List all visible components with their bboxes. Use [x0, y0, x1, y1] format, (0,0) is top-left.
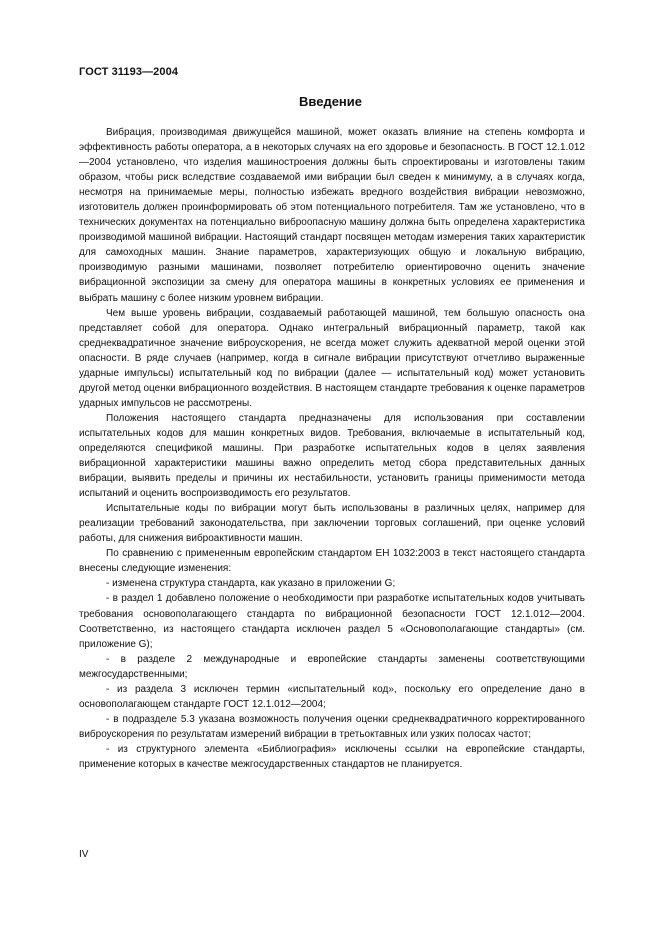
- paragraph: Испытательные коды по вибрации могут быть использованы в различных целях, например для реализации требований законодательства, при заключении торговых соглашений, при оценке условий работы, для снижения виброактивности машин.: [79, 503, 585, 545]
- list-item: - в раздел 1 добавлено положение о необходимости при разработке испытательных кодов учитывать требования основополагающего стандарта по вибрационной безопасности ГОСТ 12.1.012—2004. Соответственно, из настоящего стандарта исключен раздел 5 «Основополагающие стандарты» (см. приложение G);: [79, 593, 585, 650]
- list-item: - изменена структура стандарта, как указано в приложении G;: [106, 578, 396, 590]
- paragraph: Чем выше уровень вибрации, создаваемый работающей машиной, тем большую опасность она представляет собой для оператора. Однако интегральный вибрационный параметр, такой как среднеквадратичное значение виброускорения, не всегда может служить адекватной мерой оценки этой опасности. В ряде случаев (например, когда в сигнале вибрации присутствуют отчетливо выраженные ударные импульсы) испытательный код по вибрации (далее — испытательный код) может установить другой метод оценки вибрационного воздействия. В настоящем стандарте требования к оценке параметров ударных импульсов не рассмотрены.: [79, 307, 585, 409]
- paragraph: Вибрация, производимая движущейся машиной, может оказать влияние на степень комфорта и эффективность работы оператора, а в некоторых случаях на его здоровье и безопасность. В ГОСТ 12.1.012—2004 установлено, что изделия машиностроения должны быть спроектированы и изготовлены таким образом, чтобы риск вследствие создаваемой ими вибрации был сведен к минимуму, а в случаях когда, несмотря на принимаемые меры, полностью избежать вредного воздействия вибрации невозможно, изготовитель должен проинформировать об этом потенциального потребителя. Там же установлено, что в технических документах на потенциально виброопасную машину должна быть определена характеристика производимой машиной вибрации. Настоящий стандарт посвящен методам измерения таких характеристик для самоходных машин. Знание параметров, характеризующих общую и локальную вибрацию, производимую разными машинами, позволяет потребителю ориентировочно оценить значение вибрационной экспозиции за смену для оператора машины в конкретных условиях ее применения и выбрать машину с более низким уровнем вибрации.: [79, 127, 585, 304]
- paragraph: Положения настоящего стандарта предназначены для использования при составлении испытательных кодов для машин конкретных видов. Требования, включаемые в испытательный код, определяются спецификой машины. При разработке испытательных кодов в целях заявления вибрационной характеристики машины важно определить метод сбора представительных данных вибрации, выявить пределы и причины их нестабильности, установить границы применимости метода испытаний и оценить воспроизводимость его результатов.: [79, 412, 585, 500]
- paragraph: По сравнению с примененным европейским стандартом ЕН 1032:2003 в текст настоящего стандарта внесены следующие изменения:: [79, 548, 585, 575]
- section-title: Введение: [299, 94, 362, 109]
- list-item: - в разделе 2 международные и европейские стандарты заменены соответствующими межгосударственными;: [79, 653, 585, 680]
- list-item: - из структурного элемента «Библиография» исключены ссылки на европейские стандарты, применение которых в качестве межгосударственных стандартов не планируется.: [79, 743, 585, 770]
- list-item: - в подразделе 5.3 указана возможность получения оценки среднеквадратичного корректированного виброускорения по результатам измерений вибрации в третьоктавных или узких полосах частот;: [79, 713, 585, 740]
- list-item: - из раздела 3 исключен термин «испытательный код», поскольку его определение дано в основополагающем стандарте ГОСТ 12.1.012—2004;: [79, 683, 585, 710]
- document-body: [79, 125, 585, 772]
- document-header: ГОСТ 31193—2004: [79, 66, 179, 78]
- page-number: IV: [79, 849, 89, 860]
